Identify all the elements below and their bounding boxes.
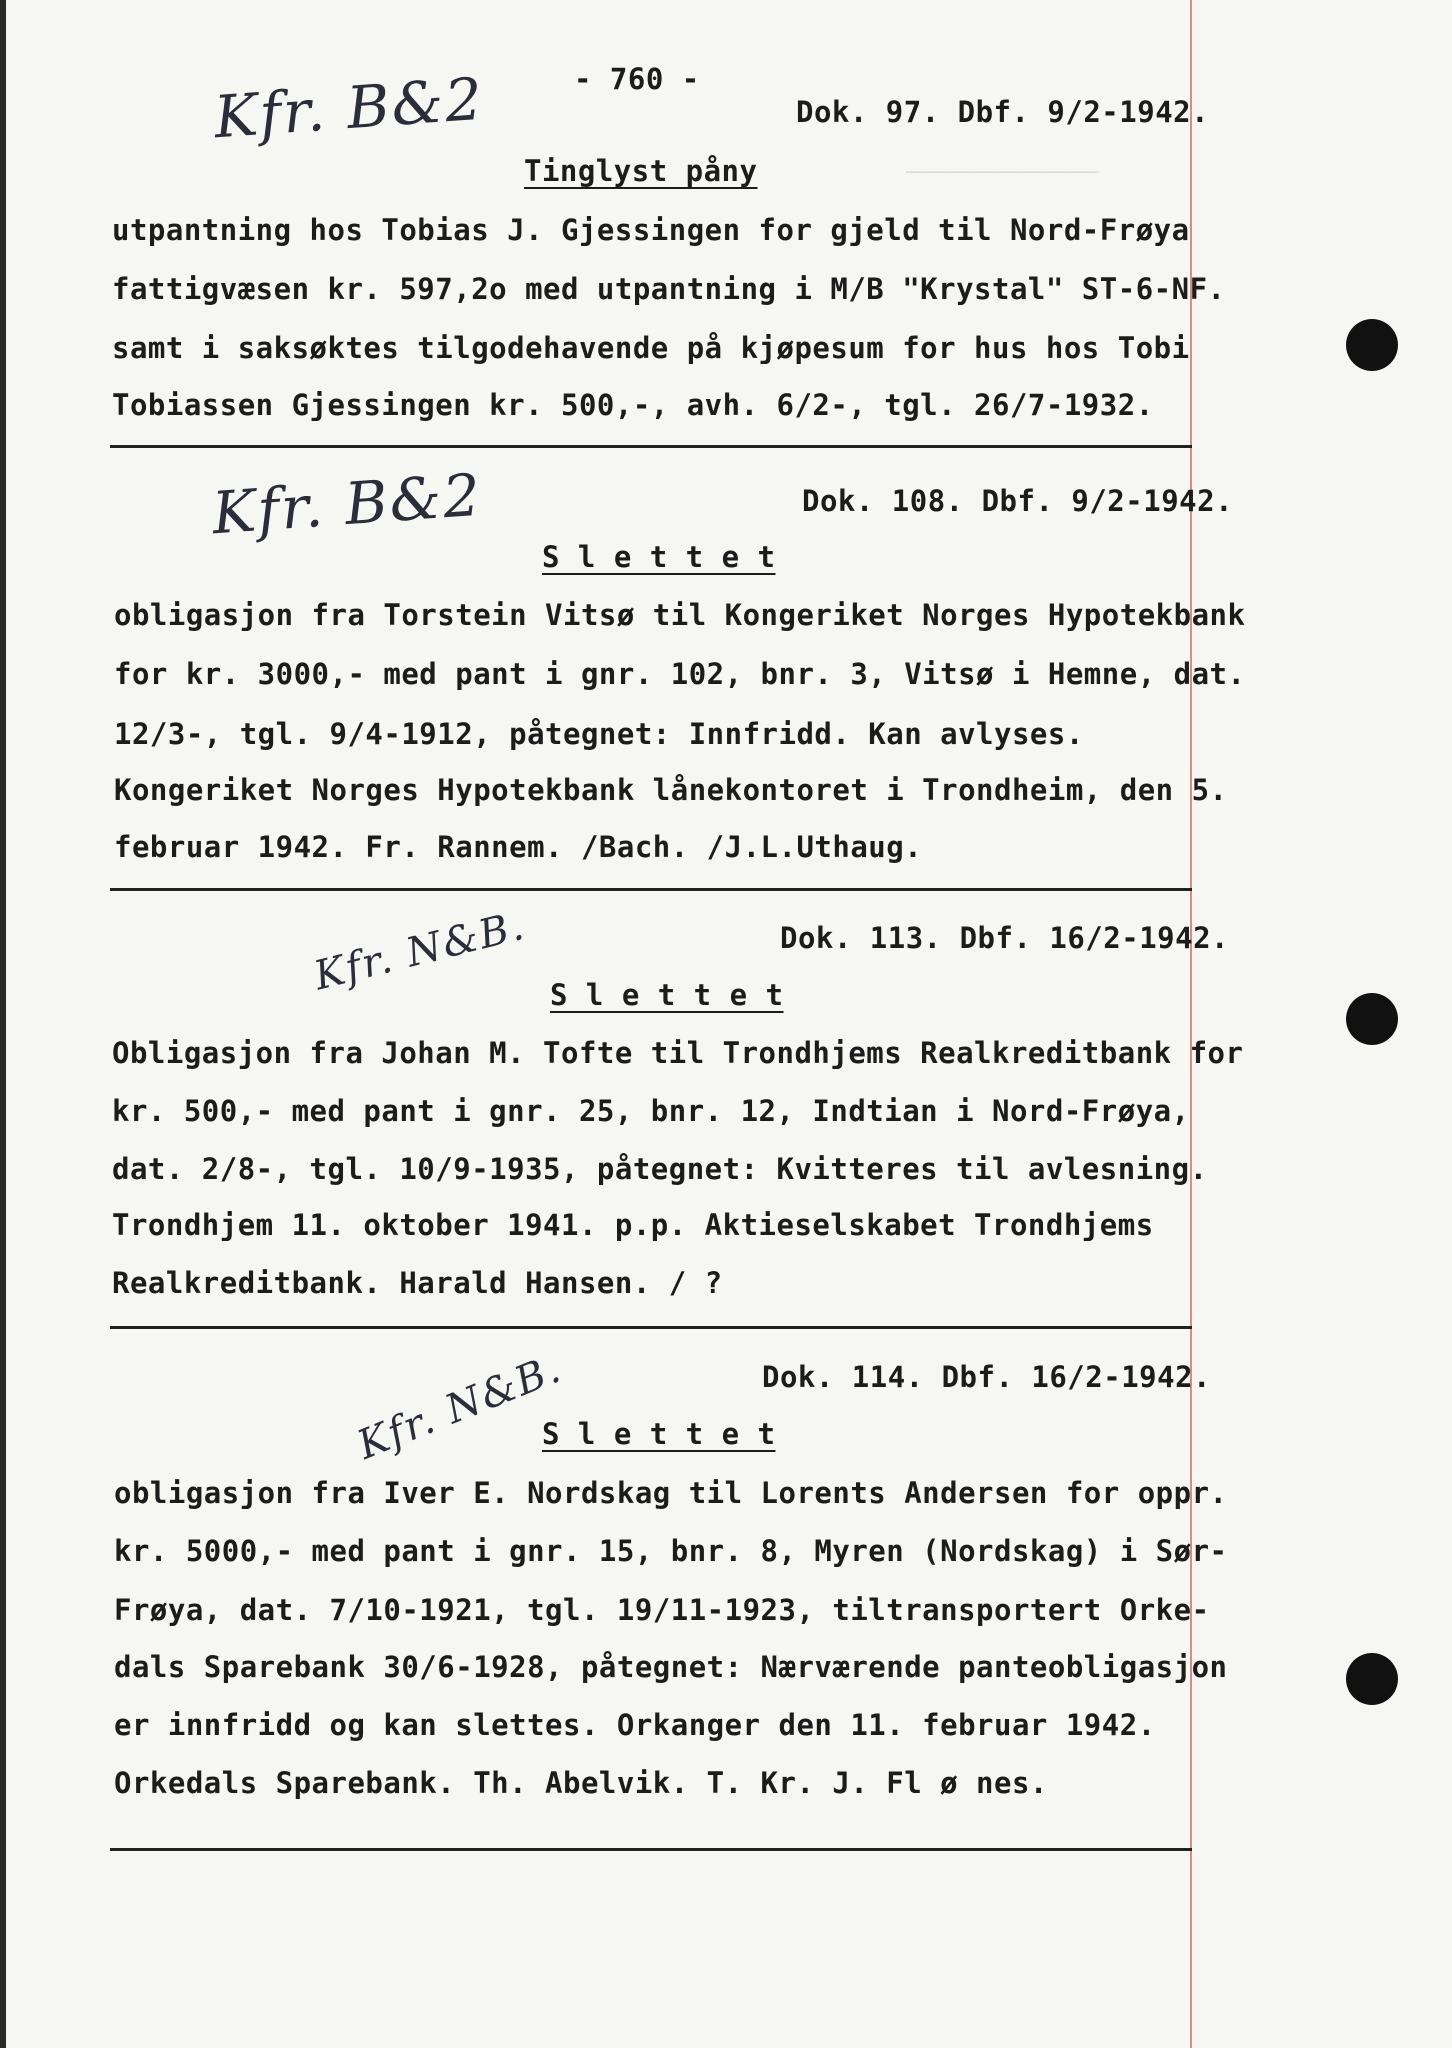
entry-line: fattigvæsen kr. 597,2o med utpantning i M/B "Krystal" ST-6-NF.: [112, 272, 1226, 306]
entry-divider: [110, 1326, 1192, 1329]
page-number: - 760 -: [574, 62, 700, 96]
punch-hole: [1346, 1653, 1398, 1705]
entry-line: er innfridd og kan slettes. Orkanger den 11. februar 1942.: [114, 1708, 1156, 1742]
entry-line: Obligasjon fra Johan M. Tofte til Trondhjems Realkreditbank for: [112, 1036, 1244, 1070]
doc-reference: Dok. 114. Dbf. 16/2-1942.: [762, 1360, 1211, 1394]
entry-heading: S l e t t e t: [542, 1417, 776, 1451]
entry-heading: Tinglyst påny: [524, 154, 758, 188]
entry-line: kr. 500,- med pant i gnr. 25, bnr. 12, Indtian i Nord-Frøya,: [112, 1094, 1190, 1128]
margin-note-handwritten: Kfr. N&B.: [309, 902, 530, 1000]
entry-line: for kr. 3000,- med pant i gnr. 102, bnr. 3, Vitsø i Hemne, dat.: [114, 657, 1246, 691]
entry-line: Trondhjem 11. oktober 1941. p.p. Aktieselskabet Trondhjems: [112, 1208, 1154, 1242]
entry-line: samt i saksøktes tilgodehavende på kjøpesum for hus hos Tobi: [112, 331, 1190, 365]
margin-note-handwritten: Kfr. N&B.: [351, 1345, 569, 1469]
red-margin-line: [1190, 0, 1192, 2048]
entry-divider: [110, 1848, 1192, 1851]
entry-line: 12/3-, tgl. 9/4-1912, påtegnet: Innfridd. Kan avlyses.: [114, 717, 1084, 751]
entry-line: Kongeriket Norges Hypotekbank lånekontoret i Trondheim, den 5.: [114, 773, 1228, 807]
entry-line: februar 1942. Fr. Rannem. /Bach. /J.L.Uthaug.: [114, 830, 923, 864]
entry-line: dals Sparebank 30/6-1928, påtegnet: Nærværende panteobligasjon: [114, 1650, 1228, 1684]
margin-note-handwritten: Kfr. B&2: [209, 460, 485, 548]
entry-line: Frøya, dat. 7/10-1921, tgl. 19/11-1923, tiltransportert Orke-: [114, 1593, 1210, 1627]
entry-line: Orkedals Sparebank. Th. Abelvik. T. Kr. J. Fl ø nes.: [114, 1766, 1048, 1800]
entry-line: utpantning hos Tobias J. Gjessingen for gjeld til Nord-Frøya: [112, 213, 1190, 247]
margin-note-handwritten: Kfr. B&2: [211, 64, 487, 152]
entry-line: obligasjon fra Torstein Vitsø til Kongeriket Norges Hypotekbank: [114, 598, 1246, 632]
punch-hole: [1346, 993, 1398, 1045]
entry-line: kr. 5000,- med pant i gnr. 15, bnr. 8, Myren (Nordskag) i Sør-: [114, 1534, 1228, 1568]
entry-line: Realkreditbank. Harald Hansen. / ?: [112, 1266, 723, 1300]
doc-reference: Dok. 97. Dbf. 9/2-1942.: [796, 95, 1210, 129]
entry-divider: [110, 445, 1192, 448]
doc-reference: Dok. 113. Dbf. 16/2-1942.: [780, 921, 1229, 955]
entry-line: Tobiassen Gjessingen kr. 500,-, avh. 6/2-, tgl. 26/7-1932.: [112, 388, 1154, 422]
entry-line: obligasjon fra Iver E. Nordskag til Lorents Andersen for oppr.: [114, 1476, 1228, 1510]
punch-hole: [1346, 319, 1398, 371]
entry-divider: [110, 888, 1192, 891]
entry-heading: S l e t t e t: [542, 540, 776, 574]
entry-line: dat. 2/8-, tgl. 10/9-1935, påtegnet: Kvitteres til avlesning.: [112, 1152, 1208, 1186]
bleed-through-text: ────────────────: [906, 160, 1099, 184]
entry-heading: S l e t t e t: [550, 978, 784, 1012]
doc-reference: Dok. 108. Dbf. 9/2-1942.: [802, 484, 1234, 518]
